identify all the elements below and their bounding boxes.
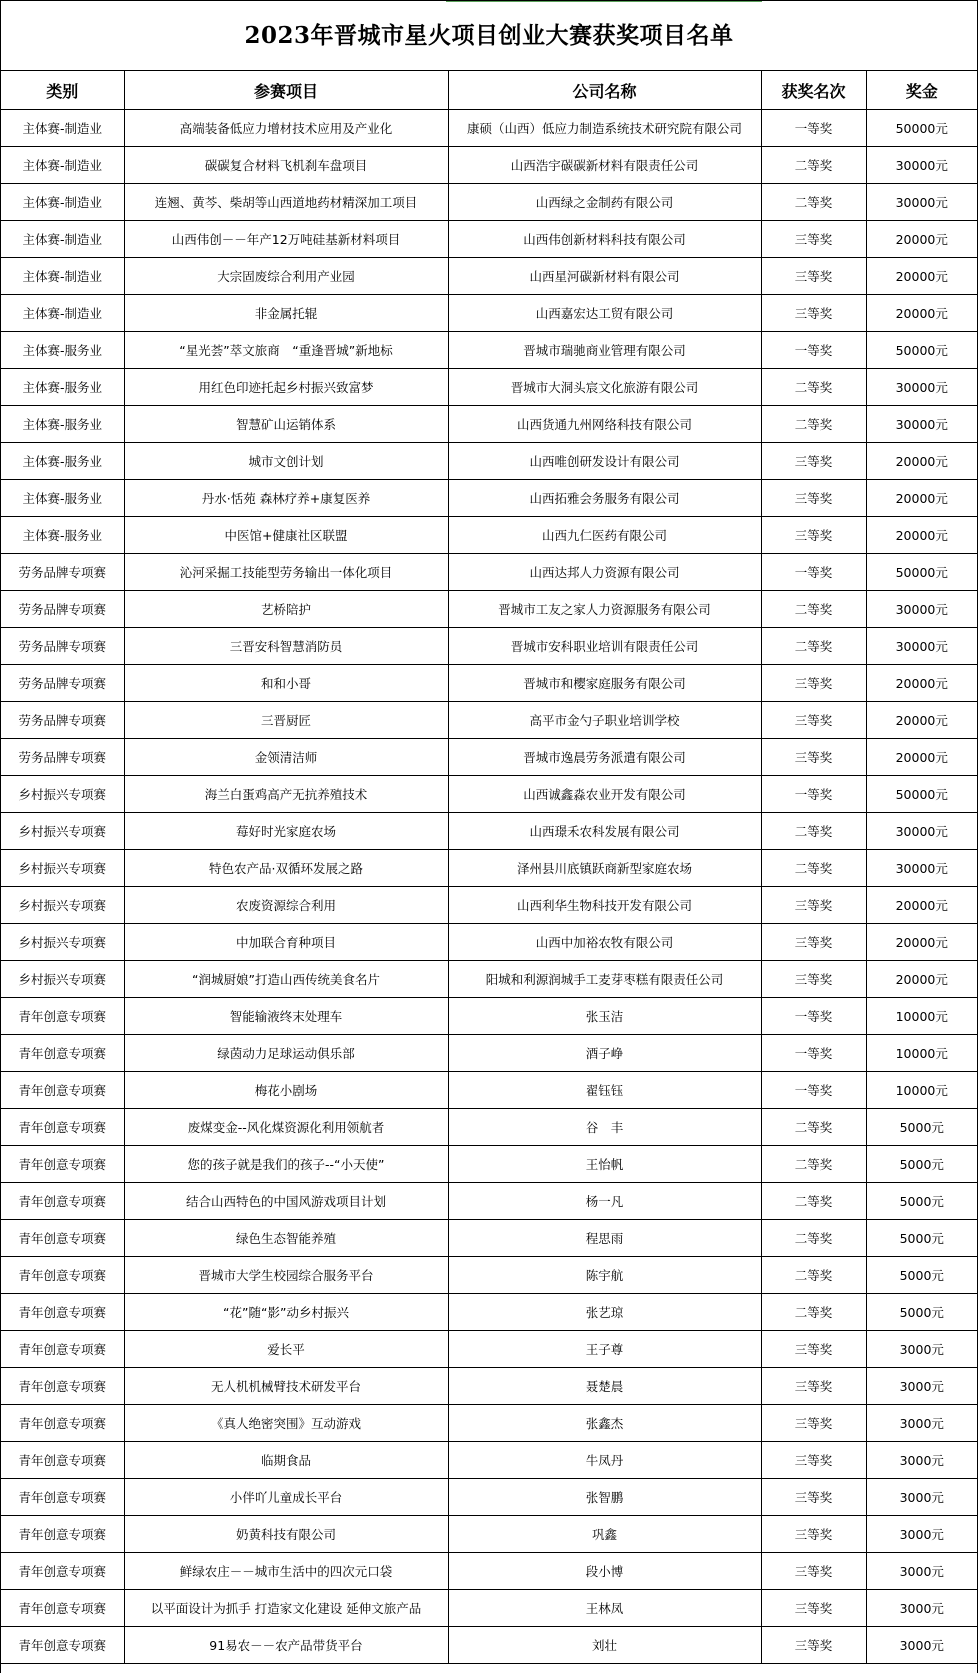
cell-prize: 30000元 xyxy=(866,406,977,443)
cell-prize: 5000元 xyxy=(866,1294,977,1331)
table-row xyxy=(1,998,977,1035)
cell-prize: 5000元 xyxy=(866,1109,977,1146)
cell-rank: 二等奖 xyxy=(761,1257,866,1294)
table-row xyxy=(1,739,977,776)
cell-category: 乡村振兴专项赛 xyxy=(1,887,124,924)
cell-company: 王怡帆 xyxy=(448,1146,761,1183)
cell-prize: 30000元 xyxy=(866,184,977,221)
cell-company: 张智鹏 xyxy=(448,1479,761,1516)
table-row xyxy=(1,776,977,813)
cell-project: 金领清洁师 xyxy=(124,739,448,776)
cell-project: 连翘、黄芩、柴胡等山西道地药材精深加工项目 xyxy=(124,184,448,221)
cell-rank: 三等奖 xyxy=(761,295,866,332)
cell-company: 晋城市安科职业培训有限责任公司 xyxy=(448,628,761,665)
cell-project: 以平面设计为抓手 打造家文化建设 延伸文旅产品 xyxy=(124,1590,448,1627)
cell-company: 牛凤丹 xyxy=(448,1442,761,1479)
table-row xyxy=(1,1368,977,1405)
cell-prize: 10000元 xyxy=(866,1072,977,1109)
cell-category: 青年创意专项赛 xyxy=(1,998,124,1035)
cell-prize: 3000元 xyxy=(866,1368,977,1405)
cell-company: 山西中加裕农牧有限公司 xyxy=(448,924,761,961)
cell-rank: 三等奖 xyxy=(761,1516,866,1553)
header-rank: 获奖名次 xyxy=(761,71,866,110)
table-row xyxy=(1,924,977,961)
cell-category: 青年创意专项赛 xyxy=(1,1146,124,1183)
cell-category: 乡村振兴专项赛 xyxy=(1,813,124,850)
cell-project: 晋城市大学生校园综合服务平台 xyxy=(124,1257,448,1294)
table-row xyxy=(1,110,977,147)
cell-company: 山西伟创新材料科技有限公司 xyxy=(448,221,761,258)
cell-category: 主体赛-制造业 xyxy=(1,221,124,258)
cell-project: 梅花小剧场 xyxy=(124,1072,448,1109)
cell-rank: 二等奖 xyxy=(761,1220,866,1257)
cell-prize: 5000元 xyxy=(866,1183,977,1220)
cell-prize: 3000元 xyxy=(866,1516,977,1553)
cell-rank: 二等奖 xyxy=(761,406,866,443)
table-row xyxy=(1,369,977,406)
cell-rank: 三等奖 xyxy=(761,924,866,961)
cell-prize: 20000元 xyxy=(866,924,977,961)
table-row xyxy=(1,221,977,258)
cell-project: 三晋安科智慧消防员 xyxy=(124,628,448,665)
cell-category: 主体赛-制造业 xyxy=(1,147,124,184)
header-prize: 奖金 xyxy=(866,71,977,110)
cell-rank: 三等奖 xyxy=(761,1590,866,1627)
cell-project: 丹水·恬苑 森林疗养+康复医养 xyxy=(124,480,448,517)
cell-prize: 20000元 xyxy=(866,221,977,258)
cell-prize: 5000元 xyxy=(866,1220,977,1257)
cell-project: 城市文创计划 xyxy=(124,443,448,480)
cell-project: 91易农－－农产品带货平台 xyxy=(124,1627,448,1664)
cell-prize: 50000元 xyxy=(866,110,977,147)
cell-project: 鲜绿农庄－－城市生活中的四次元口袋 xyxy=(124,1553,448,1590)
table-row xyxy=(1,961,977,998)
cell-category: 乡村振兴专项赛 xyxy=(1,776,124,813)
cell-rank: 一等奖 xyxy=(761,998,866,1035)
cell-project: 绿色生态智能养殖 xyxy=(124,1220,448,1257)
cell-company: 山西货通九州网络科技有限公司 xyxy=(448,406,761,443)
cell-rank: 一等奖 xyxy=(761,1035,866,1072)
cell-prize: 20000元 xyxy=(866,480,977,517)
cell-project: 智能输液终末处理车 xyxy=(124,998,448,1035)
cell-rank: 三等奖 xyxy=(761,665,866,702)
cell-project: 《真人绝密突围》互动游戏 xyxy=(124,1405,448,1442)
cell-rank: 三等奖 xyxy=(761,1405,866,1442)
cell-rank: 二等奖 xyxy=(761,1109,866,1146)
cell-company: 聂楚晨 xyxy=(448,1368,761,1405)
table-row xyxy=(1,887,977,924)
cell-rank: 二等奖 xyxy=(761,1294,866,1331)
table-row xyxy=(1,1294,977,1331)
cell-category: 青年创意专项赛 xyxy=(1,1442,124,1479)
cell-rank: 三等奖 xyxy=(761,221,866,258)
page-title: 2023年晋城市星火项目创业大赛获奖项目名单 xyxy=(1,1,977,71)
award-table xyxy=(1,71,977,1664)
table-row xyxy=(1,1442,977,1479)
cell-company: 山西浩宇碳碳新材料有限责任公司 xyxy=(448,147,761,184)
cell-category: 主体赛-制造业 xyxy=(1,295,124,332)
cell-category: 乡村振兴专项赛 xyxy=(1,961,124,998)
cell-project: “花”随“影”动乡村振兴 xyxy=(124,1294,448,1331)
cell-category: 青年创意专项赛 xyxy=(1,1294,124,1331)
cell-category: 主体赛-服务业 xyxy=(1,332,124,369)
cell-category: 青年创意专项赛 xyxy=(1,1553,124,1590)
table-row xyxy=(1,147,977,184)
cell-prize: 20000元 xyxy=(866,739,977,776)
cell-rank: 三等奖 xyxy=(761,702,866,739)
cell-rank: 三等奖 xyxy=(761,443,866,480)
cell-category: 青年创意专项赛 xyxy=(1,1405,124,1442)
cell-category: 主体赛-服务业 xyxy=(1,480,124,517)
cell-company: 谷 丰 xyxy=(448,1109,761,1146)
table-row xyxy=(1,480,977,517)
cell-category: 青年创意专项赛 xyxy=(1,1035,124,1072)
cell-rank: 三等奖 xyxy=(761,1331,866,1368)
cell-company: 山西璟禾农科发展有限公司 xyxy=(448,813,761,850)
cell-project: 智慧矿山运销体系 xyxy=(124,406,448,443)
table-row xyxy=(1,813,977,850)
cell-category: 劳务品牌专项赛 xyxy=(1,628,124,665)
cell-project: 临期食品 xyxy=(124,1442,448,1479)
cell-company: 山西嘉宏达工贸有限公司 xyxy=(448,295,761,332)
table-body xyxy=(1,110,977,1664)
table-row xyxy=(1,332,977,369)
table-row xyxy=(1,258,977,295)
cell-category: 主体赛-服务业 xyxy=(1,443,124,480)
cell-rank: 三等奖 xyxy=(761,1479,866,1516)
cell-prize: 30000元 xyxy=(866,850,977,887)
cell-project: 爱长平 xyxy=(124,1331,448,1368)
cell-rank: 二等奖 xyxy=(761,1183,866,1220)
cell-prize: 3000元 xyxy=(866,1442,977,1479)
cell-rank: 三等奖 xyxy=(761,1368,866,1405)
cell-prize: 50000元 xyxy=(866,554,977,591)
table-row xyxy=(1,1035,977,1072)
cell-rank: 二等奖 xyxy=(761,813,866,850)
cell-category: 劳务品牌专项赛 xyxy=(1,591,124,628)
cell-category: 主体赛-服务业 xyxy=(1,406,124,443)
cell-category: 主体赛-制造业 xyxy=(1,110,124,147)
cell-project: 特色农产品·双循环发展之路 xyxy=(124,850,448,887)
cell-project: 奶黄科技有限公司 xyxy=(124,1516,448,1553)
cell-company: 巩鑫 xyxy=(448,1516,761,1553)
cell-project: 大宗固废综合利用产业园 xyxy=(124,258,448,295)
cell-rank: 三等奖 xyxy=(761,1627,866,1664)
cell-project: 中医馆+健康社区联盟 xyxy=(124,517,448,554)
table-row xyxy=(1,295,977,332)
table-row xyxy=(1,1257,977,1294)
cell-company: 张鑫杰 xyxy=(448,1405,761,1442)
cell-rank: 一等奖 xyxy=(761,110,866,147)
table-row xyxy=(1,1146,977,1183)
cell-prize: 20000元 xyxy=(866,702,977,739)
table-row xyxy=(1,702,977,739)
table-row xyxy=(1,1516,977,1553)
cell-company: 王子尊 xyxy=(448,1331,761,1368)
cell-company: 张艺琼 xyxy=(448,1294,761,1331)
cell-category: 劳务品牌专项赛 xyxy=(1,554,124,591)
cell-company: 程思雨 xyxy=(448,1220,761,1257)
header-company: 公司名称 xyxy=(448,71,761,110)
cell-rank: 三等奖 xyxy=(761,739,866,776)
cell-category: 青年创意专项赛 xyxy=(1,1183,124,1220)
cell-rank: 二等奖 xyxy=(761,1146,866,1183)
cell-company: 酒子峥 xyxy=(448,1035,761,1072)
cell-prize: 20000元 xyxy=(866,517,977,554)
cell-company: 翟钰钰 xyxy=(448,1072,761,1109)
cell-company: 晋城市和樱家庭服务有限公司 xyxy=(448,665,761,702)
table-row xyxy=(1,1553,977,1590)
cell-company: 山西绿之金制药有限公司 xyxy=(448,184,761,221)
cell-category: 青年创意专项赛 xyxy=(1,1072,124,1109)
cell-company: 山西诚鑫淼农业开发有限公司 xyxy=(448,776,761,813)
cell-project: 中加联合育种项目 xyxy=(124,924,448,961)
cell-category: 青年创意专项赛 xyxy=(1,1516,124,1553)
cell-category: 劳务品牌专项赛 xyxy=(1,739,124,776)
table-row xyxy=(1,1109,977,1146)
cell-category: 青年创意专项赛 xyxy=(1,1627,124,1664)
cell-rank: 二等奖 xyxy=(761,369,866,406)
cell-category: 主体赛-服务业 xyxy=(1,517,124,554)
cell-category: 主体赛-制造业 xyxy=(1,258,124,295)
cell-rank: 二等奖 xyxy=(761,628,866,665)
cell-rank: 一等奖 xyxy=(761,776,866,813)
cell-category: 乡村振兴专项赛 xyxy=(1,924,124,961)
cell-rank: 一等奖 xyxy=(761,554,866,591)
cell-company: 高平市金勺子职业培训学校 xyxy=(448,702,761,739)
cell-prize: 30000元 xyxy=(866,369,977,406)
cell-category: 主体赛-服务业 xyxy=(1,369,124,406)
cell-prize: 30000元 xyxy=(866,628,977,665)
cell-company: 晋城市逸晨劳务派遣有限公司 xyxy=(448,739,761,776)
cell-company: 晋城市瑞驰商业管理有限公司 xyxy=(448,332,761,369)
cell-prize: 30000元 xyxy=(866,813,977,850)
cell-company: 康硕（山西）低应力制造系统技术研究院有限公司 xyxy=(448,110,761,147)
cell-company: 晋城市工友之家人力资源服务有限公司 xyxy=(448,591,761,628)
header-project: 参赛项目 xyxy=(124,71,448,110)
cell-project: 结合山西特色的中国风游戏项目计划 xyxy=(124,1183,448,1220)
cell-rank: 一等奖 xyxy=(761,1072,866,1109)
table-row xyxy=(1,850,977,887)
cell-prize: 3000元 xyxy=(866,1405,977,1442)
cell-project: “润城厨娘”打造山西传统美食名片 xyxy=(124,961,448,998)
table-row xyxy=(1,1479,977,1516)
cell-project: 农废资源综合利用 xyxy=(124,887,448,924)
cell-prize: 5000元 xyxy=(866,1257,977,1294)
cell-project: 山西伟创－－年产12万吨硅基新材料项目 xyxy=(124,221,448,258)
cell-prize: 20000元 xyxy=(866,887,977,924)
cell-rank: 三等奖 xyxy=(761,887,866,924)
cell-category: 主体赛-制造业 xyxy=(1,184,124,221)
cell-project: 三晋厨匠 xyxy=(124,702,448,739)
cell-prize: 20000元 xyxy=(866,665,977,702)
table-row xyxy=(1,628,977,665)
cell-category: 青年创意专项赛 xyxy=(1,1220,124,1257)
header-category: 类别 xyxy=(1,71,124,110)
cell-company: 山西唯创研发设计有限公司 xyxy=(448,443,761,480)
cell-project: 非金属托辊 xyxy=(124,295,448,332)
cell-prize: 3000元 xyxy=(866,1590,977,1627)
table-row xyxy=(1,1072,977,1109)
cell-category: 青年创意专项赛 xyxy=(1,1109,124,1146)
cell-prize: 10000元 xyxy=(866,1035,977,1072)
table-row xyxy=(1,1590,977,1627)
cell-rank: 三等奖 xyxy=(761,961,866,998)
header-row xyxy=(1,71,977,110)
table-row xyxy=(1,1331,977,1368)
cell-rank: 二等奖 xyxy=(761,591,866,628)
cell-rank: 三等奖 xyxy=(761,517,866,554)
cell-project: 和和小哥 xyxy=(124,665,448,702)
cell-company: 杨一凡 xyxy=(448,1183,761,1220)
cell-rank: 三等奖 xyxy=(761,1553,866,1590)
table-row xyxy=(1,443,977,480)
table-row xyxy=(1,406,977,443)
cell-prize: 3000元 xyxy=(866,1627,977,1664)
cell-rank: 一等奖 xyxy=(761,332,866,369)
cell-prize: 20000元 xyxy=(866,443,977,480)
cell-category: 劳务品牌专项赛 xyxy=(1,702,124,739)
cell-category: 青年创意专项赛 xyxy=(1,1368,124,1405)
cell-prize: 10000元 xyxy=(866,998,977,1035)
cell-rank: 三等奖 xyxy=(761,480,866,517)
cell-category: 青年创意专项赛 xyxy=(1,1331,124,1368)
cell-company: 山西拓雅会务服务有限公司 xyxy=(448,480,761,517)
cell-company: 刘壮 xyxy=(448,1627,761,1664)
cell-prize: 50000元 xyxy=(866,776,977,813)
cell-project: 艺桥陪护 xyxy=(124,591,448,628)
cell-prize: 20000元 xyxy=(866,961,977,998)
cell-prize: 3000元 xyxy=(866,1553,977,1590)
table-row xyxy=(1,184,977,221)
cell-rank: 二等奖 xyxy=(761,184,866,221)
cell-company: 山西利华生物科技开发有限公司 xyxy=(448,887,761,924)
cell-company: 陈宇航 xyxy=(448,1257,761,1294)
cell-rank: 三等奖 xyxy=(761,1442,866,1479)
cell-rank: 二等奖 xyxy=(761,850,866,887)
cell-project: 沁河采掘工技能型劳务输出一体化项目 xyxy=(124,554,448,591)
table-row xyxy=(1,1627,977,1664)
table-row xyxy=(1,591,977,628)
cell-project: 用红色印迹托起乡村振兴致富梦 xyxy=(124,369,448,406)
cell-prize: 20000元 xyxy=(866,295,977,332)
table-row xyxy=(1,554,977,591)
cell-category: 青年创意专项赛 xyxy=(1,1479,124,1516)
cell-company: 晋城市大洞头宸文化旅游有限公司 xyxy=(448,369,761,406)
table-row xyxy=(1,1220,977,1257)
cell-project: 小伴吖儿童成长平台 xyxy=(124,1479,448,1516)
cell-category: 劳务品牌专项赛 xyxy=(1,665,124,702)
cell-company: 山西达邦人力资源有限公司 xyxy=(448,554,761,591)
cell-company: 泽州县川底镇跃商新型家庭农场 xyxy=(448,850,761,887)
cell-project: 绿茵动力足球运动俱乐部 xyxy=(124,1035,448,1072)
cell-project: 高端装备低应力增材技术应用及产业化 xyxy=(124,110,448,147)
cell-project: 碳碳复合材料飞机刹车盘项目 xyxy=(124,147,448,184)
cell-prize: 30000元 xyxy=(866,147,977,184)
cell-project: 海兰白蛋鸡高产无抗养殖技术 xyxy=(124,776,448,813)
cell-project: 无人机机械臂技术研发平台 xyxy=(124,1368,448,1405)
cell-project: 您的孩子就是我们的孩子--“小天使” xyxy=(124,1146,448,1183)
table-row xyxy=(1,665,977,702)
cell-prize: 3000元 xyxy=(866,1331,977,1368)
table-row xyxy=(1,517,977,554)
cell-project: “星光荟”萃文旅商 “重逢晋城”新地标 xyxy=(124,332,448,369)
cell-company: 阳城和利源润城手工麦芽枣糕有限责任公司 xyxy=(448,961,761,998)
cell-project: 莓好时光家庭农场 xyxy=(124,813,448,850)
cell-category: 青年创意专项赛 xyxy=(1,1590,124,1627)
cell-prize: 20000元 xyxy=(866,258,977,295)
cell-company: 王林凤 xyxy=(448,1590,761,1627)
cell-prize: 50000元 xyxy=(866,332,977,369)
cell-prize: 5000元 xyxy=(866,1146,977,1183)
cell-rank: 二等奖 xyxy=(761,147,866,184)
table-row xyxy=(1,1405,977,1442)
table-row xyxy=(1,1183,977,1220)
cell-prize: 30000元 xyxy=(866,591,977,628)
cell-company: 山西九仁医药有限公司 xyxy=(448,517,761,554)
cell-company: 张玉洁 xyxy=(448,998,761,1035)
cell-project: 废煤变金--风化煤资源化利用领航者 xyxy=(124,1109,448,1146)
cell-company: 山西星河碳新材料有限公司 xyxy=(448,258,761,295)
cell-category: 乡村振兴专项赛 xyxy=(1,850,124,887)
cell-category: 青年创意专项赛 xyxy=(1,1257,124,1294)
cell-rank: 三等奖 xyxy=(761,258,866,295)
cell-prize: 3000元 xyxy=(866,1479,977,1516)
cell-company: 段小博 xyxy=(448,1553,761,1590)
